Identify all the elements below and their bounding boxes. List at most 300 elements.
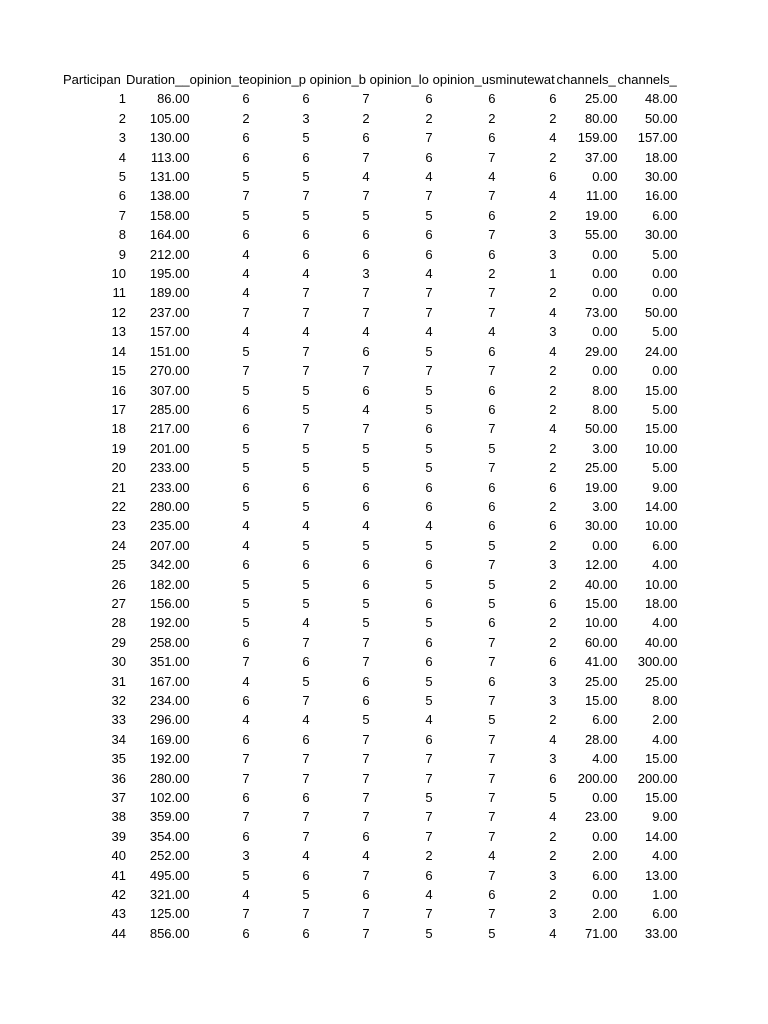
channels-2-cell[interactable]: 9.00 <box>652 809 678 825</box>
opinion-us-cell[interactable]: 6 <box>488 518 496 534</box>
channels-2-cell[interactable]: 4.00 <box>652 731 678 747</box>
duration-cell[interactable]: 182.00 <box>149 576 190 592</box>
duration-cell[interactable]: 164.00 <box>149 227 190 243</box>
opinion-us-cell[interactable]: 6 <box>488 130 496 146</box>
opinion-us-cell[interactable]: 7 <box>488 770 496 786</box>
opinion-b-cell[interactable]: 4 <box>362 169 370 185</box>
opinion-lo-cell[interactable]: 6 <box>425 149 433 165</box>
duration-cell[interactable]: 351.00 <box>149 654 190 670</box>
participant-cell[interactable]: 32 <box>111 693 126 708</box>
opinion-b-cell[interactable]: 2 <box>362 110 370 126</box>
opinion-te-cell[interactable]: 4 <box>242 246 250 262</box>
minutewat-cell[interactable]: 2 <box>549 401 557 417</box>
opinion-p-cell[interactable]: 7 <box>302 693 310 708</box>
opinion-lo-cell[interactable]: 5 <box>425 673 433 689</box>
opinion-b-cell[interactable]: 5 <box>362 207 370 223</box>
opinion-te-cell[interactable]: 6 <box>242 401 250 417</box>
channels-1-cell[interactable]: 55.00 <box>584 227 618 243</box>
opinion-b-cell[interactable]: 5 <box>362 460 370 476</box>
opinion-te-cell[interactable]: 6 <box>242 227 250 243</box>
opinion-lo-cell[interactable]: 4 <box>425 712 433 728</box>
opinion-lo-cell[interactable]: 7 <box>425 809 433 825</box>
channels-2-cell[interactable]: 40.00 <box>644 634 678 650</box>
channels-1-cell[interactable]: 15.00 <box>584 595 618 611</box>
column-header-channels-2[interactable]: channels_ <box>617 72 677 87</box>
opinion-b-cell[interactable]: 6 <box>362 130 370 146</box>
opinion-us-cell[interactable]: 6 <box>488 343 496 359</box>
opinion-lo-cell[interactable]: 5 <box>425 401 433 417</box>
duration-cell[interactable]: 167.00 <box>149 673 190 689</box>
minutewat-cell[interactable]: 6 <box>549 654 557 670</box>
channels-1-cell[interactable]: 19.00 <box>584 207 618 223</box>
channels-1-cell[interactable]: 71.00 <box>584 925 618 941</box>
opinion-us-cell[interactable]: 7 <box>488 421 496 437</box>
opinion-te-cell[interactable]: 6 <box>242 634 250 650</box>
participant-cell[interactable]: 37 <box>111 790 126 806</box>
opinion-lo-cell[interactable]: 6 <box>425 654 433 670</box>
channels-1-cell[interactable]: 30.00 <box>584 518 618 534</box>
opinion-b-cell[interactable]: 3 <box>362 266 370 282</box>
opinion-lo-cell[interactable]: 7 <box>425 751 433 767</box>
opinion-te-cell[interactable]: 7 <box>242 304 250 320</box>
opinion-te-cell[interactable]: 4 <box>242 266 250 282</box>
opinion-p-cell[interactable]: 7 <box>302 906 310 922</box>
opinion-us-cell[interactable]: 5 <box>488 595 496 611</box>
channels-1-cell[interactable]: 28.00 <box>584 731 618 747</box>
channels-1-cell[interactable]: 25.00 <box>584 673 618 689</box>
opinion-us-cell[interactable]: 5 <box>488 712 496 728</box>
opinion-us-cell[interactable]: 6 <box>488 246 496 262</box>
opinion-lo-cell[interactable]: 5 <box>425 440 433 456</box>
opinion-us-cell[interactable]: 7 <box>488 693 496 708</box>
opinion-lo-cell[interactable]: 7 <box>425 304 433 320</box>
minutewat-cell[interactable]: 6 <box>549 518 557 534</box>
opinion-lo-cell[interactable]: 7 <box>425 906 433 922</box>
opinion-te-cell[interactable]: 6 <box>242 421 250 437</box>
opinion-te-cell[interactable]: 3 <box>242 848 250 864</box>
duration-cell[interactable]: 235.00 <box>149 518 190 534</box>
minutewat-cell[interactable]: 3 <box>549 557 557 573</box>
channels-1-cell[interactable]: 10.00 <box>584 615 618 631</box>
minutewat-cell[interactable]: 3 <box>549 751 557 767</box>
opinion-te-cell[interactable]: 4 <box>242 285 250 301</box>
duration-cell[interactable]: 113.00 <box>150 149 190 165</box>
channels-1-cell[interactable]: 0.00 <box>592 790 618 806</box>
opinion-b-cell[interactable]: 6 <box>362 887 370 903</box>
opinion-te-cell[interactable]: 7 <box>242 809 250 825</box>
opinion-us-cell[interactable]: 7 <box>488 654 496 670</box>
channels-2-cell[interactable]: 5.00 <box>652 401 678 417</box>
opinion-b-cell[interactable]: 4 <box>362 518 370 534</box>
minutewat-cell[interactable]: 2 <box>549 615 557 631</box>
channels-2-cell[interactable]: 5.00 <box>652 460 678 476</box>
channels-1-cell[interactable]: 4.00 <box>592 751 618 767</box>
opinion-b-cell[interactable]: 6 <box>362 693 370 708</box>
opinion-p-cell[interactable]: 4 <box>302 848 310 864</box>
minutewat-cell[interactable]: 3 <box>549 906 557 922</box>
duration-cell[interactable]: 252.00 <box>149 848 190 864</box>
opinion-te-cell[interactable]: 5 <box>242 460 250 476</box>
opinion-p-cell[interactable]: 5 <box>302 595 310 611</box>
minutewat-cell[interactable]: 2 <box>549 149 557 165</box>
opinion-b-cell[interactable]: 6 <box>362 479 370 495</box>
channels-2-cell[interactable]: 18.00 <box>644 595 678 611</box>
opinion-p-cell[interactable]: 7 <box>302 304 310 320</box>
channels-2-cell[interactable]: 30.00 <box>644 169 678 185</box>
duration-cell[interactable]: 212.00 <box>149 246 190 262</box>
opinion-te-cell[interactable]: 6 <box>242 828 250 844</box>
opinion-b-cell[interactable]: 6 <box>362 576 370 592</box>
participant-cell[interactable]: 43 <box>111 906 126 922</box>
opinion-lo-cell[interactable]: 5 <box>425 790 433 806</box>
minutewat-cell[interactable]: 6 <box>549 169 557 185</box>
minutewat-cell[interactable]: 4 <box>549 304 557 320</box>
channels-1-cell[interactable]: 23.00 <box>584 809 618 825</box>
duration-cell[interactable]: 189.00 <box>149 285 190 301</box>
opinion-b-cell[interactable]: 6 <box>362 246 370 262</box>
channels-2-cell[interactable]: 9.00 <box>652 479 678 495</box>
opinion-us-cell[interactable]: 7 <box>488 790 496 806</box>
opinion-te-cell[interactable]: 4 <box>242 887 250 903</box>
opinion-us-cell[interactable]: 7 <box>488 751 496 767</box>
opinion-te-cell[interactable]: 6 <box>242 149 250 165</box>
channels-2-cell[interactable]: 6.00 <box>652 906 678 922</box>
minutewat-cell[interactable]: 1 <box>549 266 557 282</box>
participant-cell[interactable]: 7 <box>118 207 126 223</box>
opinion-p-cell[interactable]: 7 <box>302 343 310 359</box>
duration-cell[interactable]: 102.00 <box>149 790 190 806</box>
participant-cell[interactable]: 19 <box>111 440 126 456</box>
opinion-us-cell[interactable]: 5 <box>488 440 496 456</box>
opinion-p-cell[interactable]: 7 <box>302 285 310 301</box>
opinion-us-cell[interactable]: 7 <box>488 285 496 301</box>
opinion-p-cell[interactable]: 5 <box>302 498 310 514</box>
minutewat-cell[interactable]: 6 <box>549 479 557 495</box>
minutewat-cell[interactable]: 4 <box>549 809 557 825</box>
opinion-b-cell[interactable]: 7 <box>362 770 370 786</box>
channels-1-cell[interactable]: 11.00 <box>585 188 618 204</box>
opinion-us-cell[interactable]: 7 <box>488 809 496 825</box>
channels-1-cell[interactable]: 25.00 <box>584 460 618 476</box>
minutewat-cell[interactable]: 4 <box>549 421 557 437</box>
opinion-te-cell[interactable]: 6 <box>242 91 250 107</box>
opinion-te-cell[interactable]: 5 <box>242 382 250 398</box>
participant-cell[interactable]: 14 <box>111 343 126 359</box>
duration-cell[interactable]: 195.00 <box>149 266 190 282</box>
channels-1-cell[interactable]: 80.00 <box>584 110 618 126</box>
minutewat-cell[interactable]: 2 <box>549 440 557 456</box>
channels-2-cell[interactable]: 25.00 <box>644 673 678 689</box>
duration-cell[interactable]: 125.00 <box>149 906 190 922</box>
channels-2-cell[interactable]: 4.00 <box>652 557 678 573</box>
participant-cell[interactable]: 41 <box>111 867 126 883</box>
duration-cell[interactable]: 157.00 <box>149 324 190 340</box>
opinion-b-cell[interactable]: 6 <box>362 828 370 844</box>
participant-cell[interactable]: 20 <box>111 460 126 476</box>
opinion-b-cell[interactable]: 4 <box>362 401 370 417</box>
minutewat-cell[interactable]: 4 <box>549 925 557 941</box>
channels-1-cell[interactable]: 0.00 <box>592 266 618 282</box>
channels-2-cell[interactable]: 10.00 <box>644 518 678 534</box>
opinion-te-cell[interactable]: 5 <box>242 498 250 514</box>
opinion-b-cell[interactable]: 6 <box>362 673 370 689</box>
opinion-lo-cell[interactable]: 5 <box>425 382 433 398</box>
channels-1-cell[interactable]: 6.00 <box>592 712 618 728</box>
opinion-lo-cell[interactable]: 6 <box>425 557 433 573</box>
channels-1-cell[interactable]: 50.00 <box>584 421 618 437</box>
opinion-p-cell[interactable]: 5 <box>302 382 310 398</box>
channels-2-cell[interactable]: 14.00 <box>644 828 678 844</box>
participant-cell[interactable]: 31 <box>111 673 126 689</box>
participant-cell[interactable]: 3 <box>118 130 126 146</box>
channels-1-cell[interactable]: 3.00 <box>592 498 618 514</box>
column-header-opinion-lo[interactable]: opinion_lo <box>369 72 429 87</box>
minutewat-cell[interactable]: 3 <box>549 227 557 243</box>
channels-2-cell[interactable]: 18.00 <box>644 149 678 165</box>
opinion-p-cell[interactable]: 6 <box>302 227 310 243</box>
opinion-lo-cell[interactable]: 7 <box>425 828 433 844</box>
opinion-lo-cell[interactable]: 6 <box>425 634 433 650</box>
channels-1-cell[interactable]: 41.00 <box>584 654 618 670</box>
opinion-b-cell[interactable]: 7 <box>362 790 370 806</box>
opinion-te-cell[interactable]: 4 <box>242 673 250 689</box>
opinion-te-cell[interactable]: 7 <box>242 751 250 767</box>
participant-cell[interactable]: 22 <box>111 498 126 514</box>
minutewat-cell[interactable]: 3 <box>549 324 557 340</box>
participant-cell[interactable]: 10 <box>111 266 126 282</box>
duration-cell[interactable]: 169.00 <box>149 731 190 747</box>
channels-1-cell[interactable]: 60.00 <box>584 634 618 650</box>
channels-2-cell[interactable]: 48.00 <box>644 91 678 107</box>
column-header-opinion-p[interactable]: opinion_p <box>249 72 306 87</box>
opinion-te-cell[interactable]: 4 <box>242 712 250 728</box>
opinion-b-cell[interactable]: 7 <box>362 731 370 747</box>
opinion-p-cell[interactable]: 5 <box>302 169 310 185</box>
channels-1-cell[interactable]: 25.00 <box>584 91 618 107</box>
participant-cell[interactable]: 27 <box>111 595 126 611</box>
opinion-b-cell[interactable]: 7 <box>362 751 370 767</box>
participant-cell[interactable]: 40 <box>111 848 126 864</box>
opinion-b-cell[interactable]: 6 <box>362 557 370 573</box>
opinion-b-cell[interactable]: 5 <box>362 595 370 611</box>
opinion-b-cell[interactable]: 6 <box>362 498 370 514</box>
channels-2-cell[interactable]: 15.00 <box>644 790 678 806</box>
duration-cell[interactable]: 237.00 <box>149 304 190 320</box>
opinion-te-cell[interactable]: 6 <box>242 479 250 495</box>
duration-cell[interactable]: 285.00 <box>149 401 190 417</box>
opinion-te-cell[interactable]: 7 <box>242 363 250 379</box>
opinion-b-cell[interactable]: 7 <box>362 906 370 922</box>
opinion-p-cell[interactable]: 7 <box>302 634 310 650</box>
opinion-b-cell[interactable]: 6 <box>362 382 370 398</box>
opinion-lo-cell[interactable]: 4 <box>425 324 433 340</box>
column-header-opinion-te[interactable]: opinion_te <box>189 72 250 87</box>
duration-cell[interactable]: 856.00 <box>149 925 190 941</box>
minutewat-cell[interactable]: 2 <box>549 382 557 398</box>
opinion-te-cell[interactable]: 6 <box>242 693 250 708</box>
participant-cell[interactable]: 28 <box>111 615 126 631</box>
opinion-lo-cell[interactable]: 6 <box>425 421 433 437</box>
duration-cell[interactable]: 342.00 <box>149 557 190 573</box>
channels-1-cell[interactable]: 0.00 <box>592 828 618 844</box>
minutewat-cell[interactable]: 3 <box>549 867 557 883</box>
duration-cell[interactable]: 234.00 <box>149 693 190 708</box>
channels-2-cell[interactable]: 2.00 <box>652 712 678 728</box>
opinion-p-cell[interactable]: 7 <box>302 828 310 844</box>
opinion-us-cell[interactable]: 6 <box>488 615 496 631</box>
opinion-us-cell[interactable]: 5 <box>488 576 496 592</box>
channels-2-cell[interactable]: 5.00 <box>652 246 678 262</box>
minutewat-cell[interactable]: 5 <box>549 790 557 806</box>
opinion-lo-cell[interactable]: 5 <box>425 343 433 359</box>
opinion-us-cell[interactable]: 7 <box>488 304 496 320</box>
opinion-te-cell[interactable]: 7 <box>242 188 250 204</box>
channels-1-cell[interactable]: 200.00 <box>577 770 618 786</box>
opinion-us-cell[interactable]: 7 <box>488 867 496 883</box>
duration-cell[interactable]: 130.00 <box>149 130 190 146</box>
opinion-te-cell[interactable]: 7 <box>242 654 250 670</box>
opinion-b-cell[interactable]: 7 <box>362 421 370 437</box>
opinion-p-cell[interactable]: 5 <box>302 537 310 553</box>
participant-cell[interactable]: 5 <box>118 169 126 185</box>
duration-cell[interactable]: 354.00 <box>149 828 190 844</box>
duration-cell[interactable]: 86.00 <box>157 91 190 107</box>
minutewat-cell[interactable]: 2 <box>549 537 557 553</box>
column-header-channels-1[interactable]: channels_ <box>556 72 616 87</box>
opinion-te-cell[interactable]: 5 <box>242 595 250 611</box>
duration-cell[interactable]: 105.00 <box>149 110 190 126</box>
opinion-lo-cell[interactable]: 4 <box>425 518 433 534</box>
channels-2-cell[interactable]: 13.00 <box>644 867 678 883</box>
minutewat-cell[interactable]: 6 <box>549 91 557 107</box>
participant-cell[interactable]: 42 <box>111 887 126 903</box>
channels-2-cell[interactable]: 0.00 <box>652 285 678 301</box>
opinion-te-cell[interactable]: 4 <box>242 518 250 534</box>
opinion-p-cell[interactable]: 4 <box>302 324 310 340</box>
channels-2-cell[interactable]: 15.00 <box>644 421 678 437</box>
column-header-minutewat[interactable]: minutewat <box>495 72 555 87</box>
duration-cell[interactable]: 321.00 <box>149 887 190 903</box>
channels-2-cell[interactable]: 10.00 <box>644 576 678 592</box>
opinion-te-cell[interactable]: 4 <box>242 324 250 340</box>
duration-cell[interactable]: 207.00 <box>149 537 190 553</box>
column-header-participant[interactable]: Participan <box>63 72 121 87</box>
opinion-te-cell[interactable]: 6 <box>242 790 250 806</box>
opinion-b-cell[interactable]: 7 <box>362 188 370 204</box>
opinion-te-cell[interactable]: 5 <box>242 343 250 359</box>
opinion-te-cell[interactable]: 5 <box>242 440 250 456</box>
opinion-p-cell[interactable]: 6 <box>302 731 310 747</box>
opinion-lo-cell[interactable]: 7 <box>425 285 433 301</box>
opinion-p-cell[interactable]: 5 <box>302 207 310 223</box>
channels-2-cell[interactable]: 0.00 <box>652 363 678 379</box>
channels-2-cell[interactable]: 1.00 <box>652 887 678 903</box>
channels-2-cell[interactable]: 33.00 <box>644 925 678 941</box>
channels-2-cell[interactable]: 157.00 <box>637 130 678 146</box>
channels-1-cell[interactable]: 8.00 <box>592 382 618 398</box>
opinion-us-cell[interactable]: 7 <box>488 227 496 243</box>
opinion-p-cell[interactable]: 5 <box>302 401 310 417</box>
opinion-lo-cell[interactable]: 5 <box>425 207 433 223</box>
duration-cell[interactable]: 307.00 <box>149 382 190 398</box>
duration-cell[interactable]: 151.00 <box>149 343 190 359</box>
minutewat-cell[interactable]: 2 <box>549 363 557 379</box>
opinion-lo-cell[interactable]: 7 <box>425 130 433 146</box>
opinion-us-cell[interactable]: 6 <box>488 479 496 495</box>
opinion-lo-cell[interactable]: 4 <box>425 169 433 185</box>
opinion-te-cell[interactable]: 6 <box>242 130 250 146</box>
duration-cell[interactable]: 280.00 <box>149 498 190 514</box>
minutewat-cell[interactable]: 2 <box>549 285 557 301</box>
opinion-b-cell[interactable]: 4 <box>362 324 370 340</box>
opinion-p-cell[interactable]: 5 <box>302 887 310 903</box>
opinion-us-cell[interactable]: 2 <box>488 110 496 126</box>
channels-2-cell[interactable]: 15.00 <box>644 382 678 398</box>
channels-2-cell[interactable]: 300.00 <box>637 654 678 670</box>
channels-2-cell[interactable]: 10.00 <box>644 440 678 456</box>
channels-2-cell[interactable]: 6.00 <box>652 207 678 223</box>
minutewat-cell[interactable]: 4 <box>549 188 557 204</box>
channels-1-cell[interactable]: 0.00 <box>592 324 618 340</box>
channels-2-cell[interactable]: 15.00 <box>644 751 678 767</box>
minutewat-cell[interactable]: 3 <box>549 246 557 262</box>
opinion-b-cell[interactable]: 7 <box>362 285 370 301</box>
participant-cell[interactable]: 35 <box>111 751 126 767</box>
participant-cell[interactable]: 30 <box>111 654 126 670</box>
channels-1-cell[interactable]: 15.00 <box>584 693 618 708</box>
minutewat-cell[interactable]: 4 <box>549 343 557 359</box>
opinion-p-cell[interactable]: 4 <box>302 615 310 631</box>
opinion-us-cell[interactable]: 7 <box>488 906 496 922</box>
opinion-te-cell[interactable]: 5 <box>242 169 250 185</box>
opinion-b-cell[interactable]: 7 <box>362 304 370 320</box>
opinion-lo-cell[interactable]: 6 <box>425 867 433 883</box>
opinion-lo-cell[interactable]: 6 <box>425 91 433 107</box>
opinion-te-cell[interactable]: 6 <box>242 557 250 573</box>
participant-cell[interactable]: 36 <box>111 770 126 786</box>
channels-1-cell[interactable]: 73.00 <box>584 304 618 320</box>
channels-1-cell[interactable]: 0.00 <box>592 169 618 185</box>
opinion-lo-cell[interactable]: 5 <box>425 537 433 553</box>
participant-cell[interactable]: 12 <box>111 304 126 320</box>
opinion-p-cell[interactable]: 6 <box>302 867 310 883</box>
opinion-b-cell[interactable]: 5 <box>362 712 370 728</box>
channels-1-cell[interactable]: 37.00 <box>584 149 618 165</box>
opinion-lo-cell[interactable]: 2 <box>425 110 433 126</box>
opinion-b-cell[interactable]: 7 <box>362 634 370 650</box>
participant-cell[interactable]: 16 <box>111 382 126 398</box>
opinion-us-cell[interactable]: 2 <box>488 266 496 282</box>
opinion-p-cell[interactable]: 6 <box>302 149 310 165</box>
opinion-te-cell[interactable]: 7 <box>242 770 250 786</box>
opinion-b-cell[interactable]: 6 <box>362 227 370 243</box>
duration-cell[interactable]: 296.00 <box>149 712 190 728</box>
opinion-b-cell[interactable]: 7 <box>362 925 370 941</box>
opinion-p-cell[interactable]: 7 <box>302 188 310 204</box>
opinion-b-cell[interactable]: 7 <box>362 363 370 379</box>
minutewat-cell[interactable]: 6 <box>549 770 557 786</box>
opinion-lo-cell[interactable]: 6 <box>425 246 433 262</box>
opinion-p-cell[interactable]: 6 <box>302 246 310 262</box>
opinion-p-cell[interactable]: 6 <box>302 654 310 670</box>
opinion-lo-cell[interactable]: 5 <box>425 925 433 941</box>
channels-2-cell[interactable]: 0.00 <box>652 266 678 282</box>
opinion-us-cell[interactable]: 5 <box>488 925 496 941</box>
opinion-te-cell[interactable]: 5 <box>242 867 250 883</box>
duration-cell[interactable]: 359.00 <box>149 809 190 825</box>
opinion-p-cell[interactable]: 6 <box>302 925 310 941</box>
participant-cell[interactable]: 29 <box>111 634 126 650</box>
